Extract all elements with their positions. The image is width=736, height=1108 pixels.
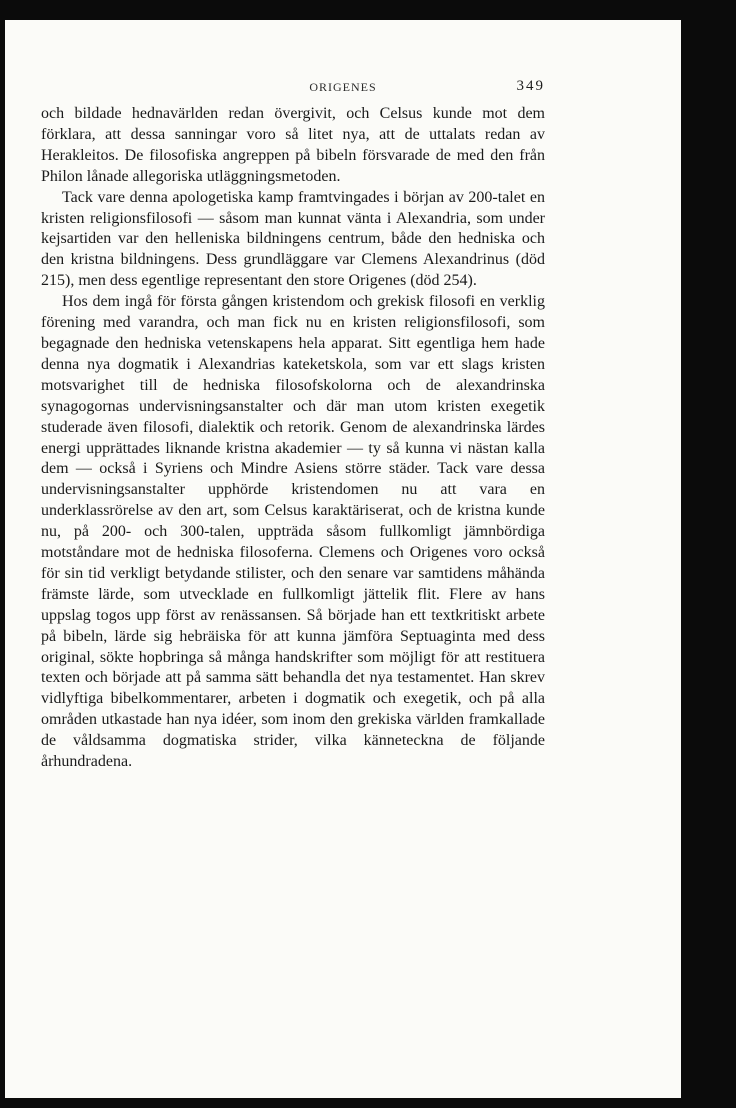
body-text — [41, 104, 545, 773]
book-page — [5, 20, 681, 1098]
page-number: 349 — [516, 78, 545, 94]
paragraph-2: Tack vare denna apologetiska kamp framtvingades i början av 200-talet en kristen religionsfilosofi — såsom man kunnat vänta i Alexandria, som under kejsartiden var den helleniska bildningens centrum, både den hedniska och den kristna bildningens. Dess grundläggare var Clemens Alexandrinus (död 215), men dess egentlige representant den store Origenes (död 254). — [41, 188, 545, 290]
running-head: ORIGENES — [309, 80, 377, 94]
paragraph-1: och bildade hednavärlden redan övergivit, och Celsus kunde mot dem förklara, att dessa sanningar voro så litet nya, att de uttalats redan av Herakleitos. De filosofiska angreppen på bibeln försvarade de med den från Philon lånade allegoriska utläggningsmetoden. — [41, 105, 545, 185]
paragraph-3: Hos dem ingå för första gången kristendom och grekisk filosofi en verklig förening med varandra, och man fick nu en kristen religionsfilosofi, som begagnade den hedniska vetenskapens hela apparat. Sitt egentliga hem hade denna nya dogmatik i Alexandrias kateketskola, som var ett slags kristen motsvarighet till de hedniska filosofskolorna och de alexandrinska synagogornas undervisningsanstalter och där man utom kristen exegetik studerade även filosofi, dialektik och retorik. Genom de alexandrinska lärdes energi upprättades liknande kristna akademier — ty så kunna vi nästan kalla dem — också i Syriens och Mindre Asiens större städer. Tack vare dessa undervisningsanstalter upphörde kristendomen nu att vara en underklassrörelse av den art, som Celsus karaktäriserat, och de kristna kunde nu, på 200- och 300-talen, uppträda såsom fullkomligt jämnbördiga motståndare mot de hedniska filosoferna. Clemens och Origenes voro också för sin tid verkligt betydande stilister, och den senare var samtidens måhända främste lärde, som utvecklade en fullkomligt jättelik flit. Flere av hans uppslag togos upp först av renässansen. Så började han ett textkritiskt arbete på bibeln, lärde sig hebräiska för att kunna jämföra Septuaginta med dess original, sökte hopbringa så många handskrifter som möjligt för att restituera texten och började att på samma sätt behandla det nya testamentet. Han skrev vidlyftiga bibelkommentarer, arbeten i dogmatik och exegetik, och på alla områden utkastade han nya idéer, som inom den grekiska världen framkallade de våldsamma dogmatiska strider, vilka känneteckna de följande århundradena. — [41, 293, 545, 771]
page-header — [5, 78, 681, 98]
